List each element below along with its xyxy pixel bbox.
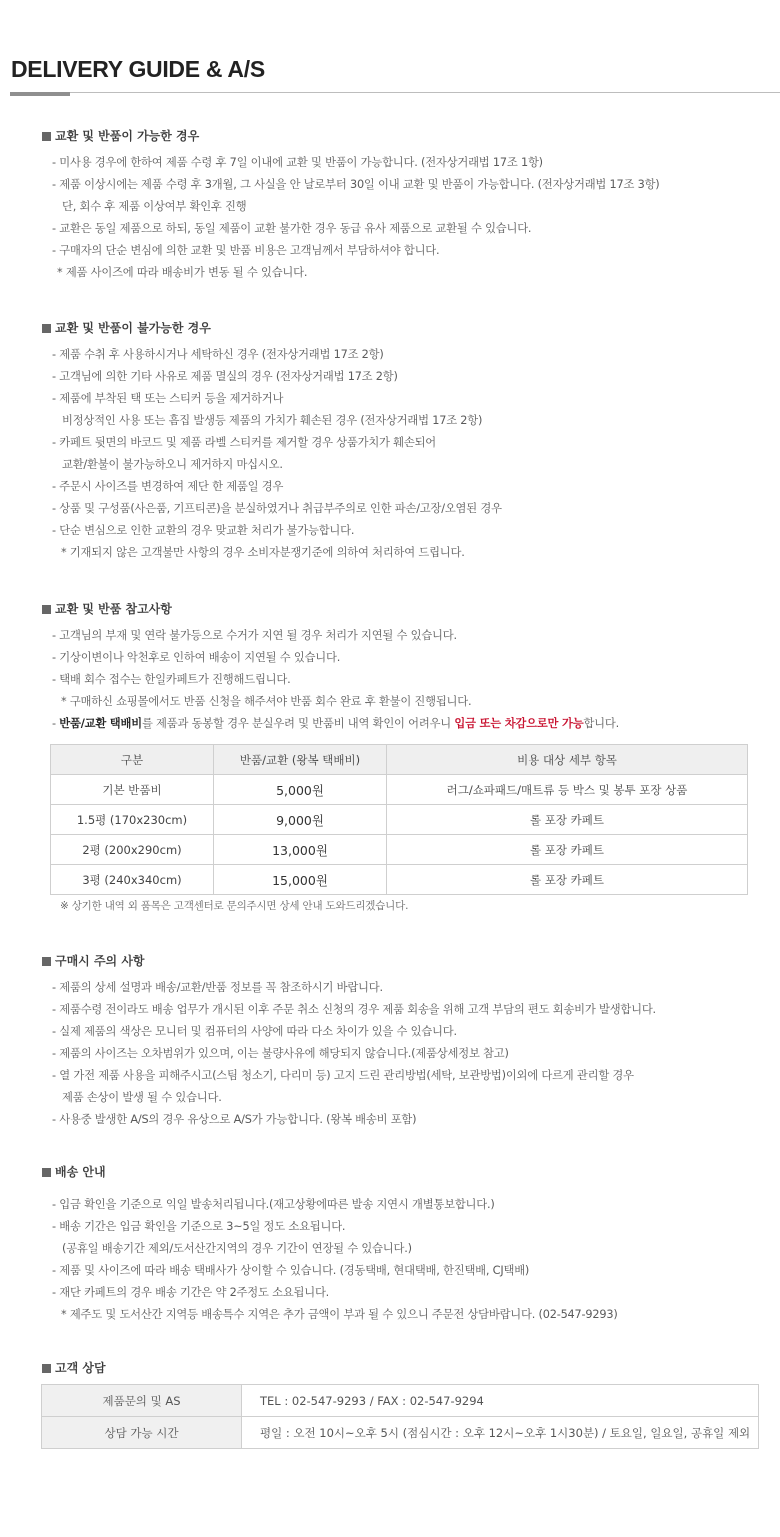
guide-line: - 제품 이상시에는 제품 수령 후 3개월, 그 사실을 안 날로부터 30일 이내 교환 및 반품이 가능합니다. (전자상거래법 17조 3항) — [52, 178, 660, 191]
contact-label: 제품문의 및 AS — [42, 1385, 242, 1417]
square-bullet-icon — [42, 1364, 51, 1373]
table-cell-fee: 15,000원 — [214, 865, 387, 895]
guide-line: - 제품 수취 후 사용하시거나 세탁하신 경우 (전자상거래법 17조 2항) — [52, 348, 384, 361]
section-title: 고객 상담 — [55, 1361, 106, 1375]
page-title: DELIVERY GUIDE & A/S — [11, 56, 265, 82]
guide-line: - 택배 회수 접수는 한일카페트가 진행해드립니다. — [52, 673, 291, 686]
guide-line: - 교환은 동일 제품으로 하되, 동일 제품이 교환 불가한 경우 동급 유사 제품으로 교환될 수 있습니다. — [52, 222, 532, 235]
guide-line: - 미사용 경우에 한하여 제품 수령 후 7일 이내에 교환 및 반품이 가능합니다. (전자상거래법 17조 1항) — [52, 156, 543, 169]
section-heading-customer-service — [42, 1359, 106, 1376]
guide-note: * 제주도 및 도서산간 지역등 배송특수 지역은 추가 금액이 부과 될 수 있으니 주문전 상담바랍니다. (02-547-9293) — [61, 1308, 618, 1321]
table-cell-fee: 5,000원 — [214, 775, 387, 805]
guide-line: - 실제 제품의 색상은 모니터 및 컴퓨터의 사양에 따라 다소 차이가 있을 수 있습니다. — [52, 1025, 457, 1038]
customer-service-table — [41, 1384, 759, 1449]
guide-line: - 사용중 발생한 A/S의 경우 유상으로 A/S가 가능합니다. (왕복 배송비 포함) — [52, 1113, 417, 1126]
notice-suffix: 합니다. — [583, 717, 619, 730]
square-bullet-icon — [42, 605, 51, 614]
guide-line: 비정상적인 사용 또는 흠집 발생등 제품의 가치가 훼손된 경우 (전자상거래법 17조 2항) — [62, 414, 483, 427]
guide-line: - 제품의 사이즈는 오차범위가 있으며, 이는 불량사유에 해당되지 않습니다.(제품상세정보 참고) — [52, 1047, 509, 1060]
square-bullet-icon — [42, 324, 51, 333]
table-cell-category: 2평 (200x290cm) — [51, 835, 214, 865]
service-hours: 평일 : 오전 10시~오후 5시 (점심시간 : 오후 12시~오후 1시30분) / 토요일, 일요일, 공휴일 제외 — [242, 1417, 759, 1449]
table-cell-items: 롤 포장 카페트 — [387, 835, 748, 865]
table-row — [51, 835, 748, 865]
table-row — [51, 805, 748, 835]
notice-middle: 를 제품과 동봉할 경우 분실우려 및 반품비 내역 확인이 어려우니 — [141, 717, 455, 730]
section-title: 배송 안내 — [55, 1165, 106, 1179]
guide-line: 단, 회수 후 제품 이상여부 확인후 진행 — [62, 200, 247, 213]
guide-line: - 카페트 뒷면의 바코드 및 제품 라벨 스티커를 제거할 경우 상품가치가 훼손되어 — [52, 436, 436, 449]
guide-line: - 구매자의 단순 변심에 의한 교환 및 반품 비용은 고객님께서 부담하셔야 합니다. — [52, 244, 440, 257]
guide-note: * 제품 사이즈에 따라 배송비가 변동 될 수 있습니다. — [57, 266, 308, 279]
guide-line: (공휴일 배송기간 제외/도서산간지역의 경우 기간이 연장될 수 있습니다.) — [62, 1242, 412, 1255]
table-cell-items: 롤 포장 카페트 — [387, 805, 748, 835]
table-cell-items: 러그/쇼파패드/매트류 등 박스 및 봉투 포장 상품 — [387, 775, 748, 805]
table-cell-fee: 9,000원 — [214, 805, 387, 835]
guide-line: - 고객님의 부재 및 연락 불가등으로 수거가 지연 될 경우 처리가 지연될 수 있습니다. — [52, 629, 457, 642]
guide-note: * 구매하신 쇼핑몰에서도 반품 신청을 해주셔야 반품 회수 완료 후 환불이 진행됩니다. — [61, 695, 472, 708]
column-header: 반품/교환 (왕복 택배비) — [214, 745, 387, 775]
payment-method-highlight: 입금 또는 차감으로만 가능 — [454, 717, 584, 730]
contact-phone-fax: TEL : 02-547-9293 / FAX : 02-547-9294 — [242, 1385, 759, 1417]
hours-label: 상담 가능 시간 — [42, 1417, 242, 1449]
guide-line: - 재단 카페트의 경우 배송 기간은 약 2주정도 소요됩니다. — [52, 1286, 330, 1299]
section-heading-exchange-impossible — [42, 319, 211, 336]
table-cell-category: 1.5평 (170x230cm) — [51, 805, 214, 835]
guide-line: 제품 손상이 발생 될 수 있습니다. — [62, 1091, 222, 1104]
square-bullet-icon — [42, 132, 51, 141]
table-cell-category: 3평 (240x340cm) — [51, 865, 214, 895]
section-title: 구매시 주의 사항 — [55, 954, 145, 968]
guide-line: - 주문시 사이즈를 변경하여 제단 한 제품일 경우 — [52, 480, 284, 493]
table-cell-fee: 13,000원 — [214, 835, 387, 865]
table-cell-category: 기본 반품비 — [51, 775, 214, 805]
guide-note: * 기재되지 않은 고객불만 사항의 경우 소비자분쟁기준에 의하여 처리하여 드립니다. — [61, 546, 465, 559]
title-divider-accent — [10, 92, 70, 96]
table-row — [51, 865, 748, 895]
notice-prefix: - — [52, 717, 60, 730]
section-heading-return-notes — [42, 600, 172, 617]
column-header: 비용 대상 세부 항목 — [387, 745, 748, 775]
table-header-row — [51, 745, 748, 775]
section-heading-exchange-possible — [42, 127, 199, 144]
section-heading-delivery-info — [42, 1163, 106, 1180]
section-title: 교환 및 반품 참고사항 — [55, 602, 172, 616]
guide-line: - 배송 기간은 입금 확인을 기준으로 3~5일 정도 소요됩니다. — [52, 1220, 346, 1233]
title-divider — [10, 92, 780, 93]
section-title: 교환 및 반품이 가능한 경우 — [55, 129, 200, 143]
square-bullet-icon — [42, 957, 51, 966]
guide-line: - 제품에 부착된 택 또는 스티커 등을 제거하거나 — [52, 392, 284, 405]
table-cell-items: 롤 포장 카페트 — [387, 865, 748, 895]
square-bullet-icon — [42, 1168, 51, 1177]
guide-line: - 제품의 상세 설명과 배송/교환/반품 정보를 꼭 참조하시기 바랍니다. — [52, 981, 383, 994]
table-footnote: ※ 상기한 내역 외 품목은 고객센터로 문의주시면 상세 안내 도와드리겠습니다. — [60, 900, 409, 912]
guide-line: - 제품 및 사이즈에 따라 배송 택배사가 상이할 수 있습니다. (경동택배, 현대택배, 한진택배, CJ택배) — [52, 1264, 530, 1277]
guide-line: - 입금 확인을 기준으로 익일 발송처리됩니다.(재고상황에따른 발송 지연시 개별통보합니다.) — [52, 1198, 495, 1211]
guide-line: 교환/환불이 불가능하오니 제거하지 마십시오. — [62, 458, 283, 471]
guide-line: - 고객님에 의한 기타 사유로 제품 멸실의 경우 (전자상거래법 17조 2항) — [52, 370, 398, 383]
guide-line: - 단순 변심으로 인한 교환의 경우 맞교환 처리가 불가능합니다. — [52, 524, 355, 537]
table-row — [42, 1417, 759, 1449]
return-fee-highlight: 반품/교환 택배비 — [59, 717, 142, 730]
guide-line: - 제품수령 전이라도 배송 업무가 개시된 이후 주문 취소 신청의 경우 제품 회송을 위해 고객 부담의 편도 회송비가 발생합니다. — [52, 1003, 656, 1016]
table-row — [42, 1385, 759, 1417]
guide-line: - 기상이변이나 악천후로 인하여 배송이 지연될 수 있습니다. — [52, 651, 341, 664]
guide-line: - 상품 및 구성품(사은품, 기프티콘)을 분실하였거나 취급부주의로 인한 파손/고장/오염된 경우 — [52, 502, 502, 515]
column-header: 구분 — [51, 745, 214, 775]
guide-line: - 열 가전 제품 사용을 피해주시고(스팀 청소기, 다리미 등) 고지 드린 관리방법(세탁, 보관방법)이외에 다르게 관리할 경우 — [52, 1069, 634, 1082]
section-title: 교환 및 반품이 불가능한 경우 — [55, 321, 211, 335]
return-fee-table — [50, 744, 748, 895]
return-fee-notice — [52, 715, 619, 731]
section-heading-purchase-cautions — [42, 952, 145, 969]
table-row — [51, 775, 748, 805]
